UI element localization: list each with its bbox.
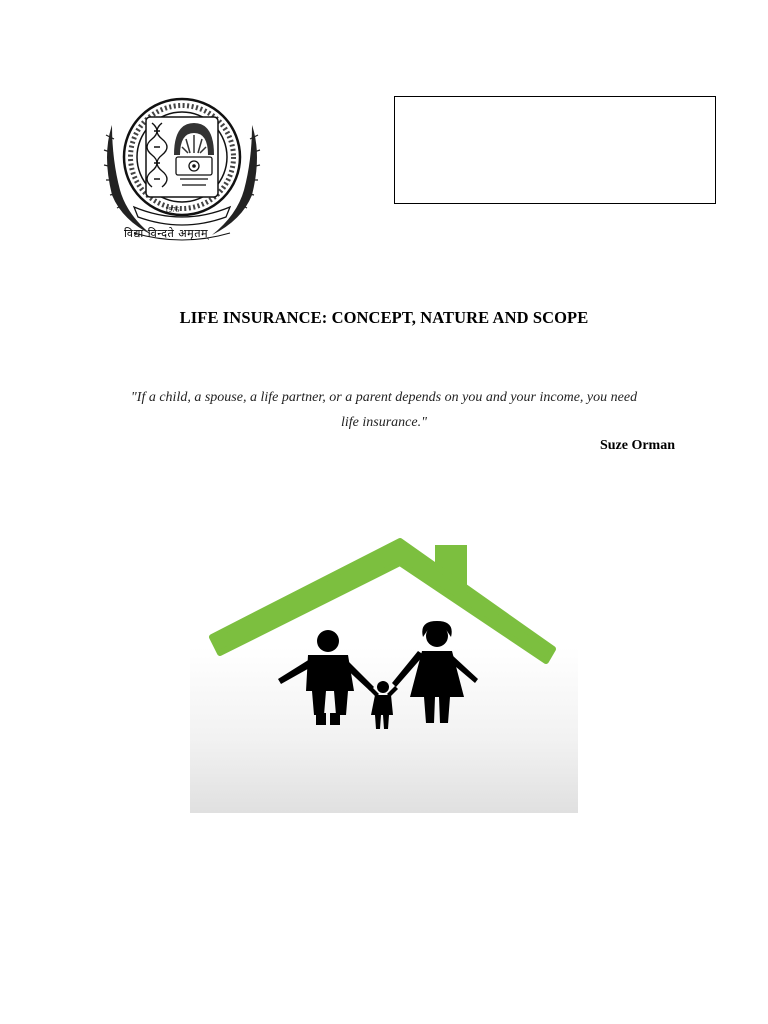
seal-motto: विद्या विन्दते अमृतम् (124, 227, 209, 240)
university-seal-icon (94, 95, 270, 245)
family-house-icon (190, 537, 578, 813)
quote-line-1: "If a child, a spouse, a life partner, or a parent depends on you and your income, you need (130, 390, 638, 405)
quote-author: Suze Orman (599, 438, 675, 453)
quote-block (104, 385, 664, 435)
quote-line-2: life insurance." (341, 415, 427, 430)
document-title-text: LIFE INSURANCE: CONCEPT, NATURE AND SCOPE (179, 308, 589, 327)
seal-year: 1976 (165, 206, 179, 214)
blank-box (394, 96, 716, 204)
document-title (0, 308, 768, 328)
